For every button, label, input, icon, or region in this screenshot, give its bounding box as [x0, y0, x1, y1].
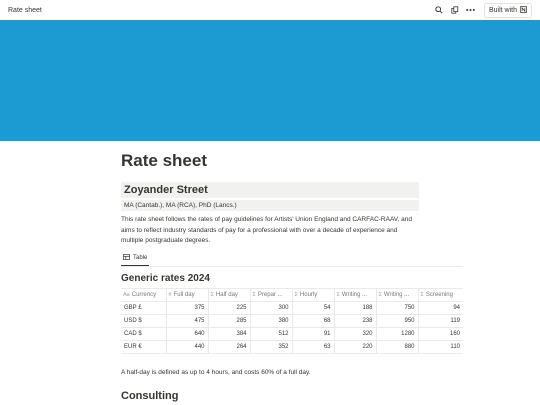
rate-cell[interactable]: 285 [208, 314, 250, 327]
cover-image [0, 20, 540, 141]
table-row[interactable] [121, 327, 463, 340]
notion-logo-icon [520, 6, 527, 15]
rate-cell[interactable]: 91 [292, 327, 334, 340]
table-row[interactable] [121, 301, 463, 314]
rate-cell[interactable]: 94 [418, 301, 463, 314]
rate-cell[interactable]: 225 [208, 301, 250, 314]
property-type-icon: Σ [252, 291, 256, 298]
rate-cell[interactable]: 68 [292, 314, 334, 327]
section-heading-consulting: Consulting [121, 389, 179, 402]
property-type-icon: Σ [210, 291, 214, 298]
duplicate-icon[interactable] [450, 5, 460, 15]
rate-cell[interactable]: 264 [208, 340, 250, 353]
rate-cell[interactable]: 119 [418, 314, 463, 327]
column-header-label: Hourly [299, 291, 318, 298]
tab-divider [121, 266, 463, 267]
topbar-actions [434, 3, 532, 18]
callout-degrees: MA (Cantab.), MA (RCA), PhD (Lancs.) [121, 200, 419, 211]
rate-cell[interactable]: 54 [292, 301, 334, 314]
more-options-icon[interactable] [466, 5, 476, 15]
column-header-label: Writing ... [383, 291, 410, 298]
table-header-row [121, 288, 463, 301]
column-header[interactable] [208, 288, 250, 301]
tab-label: Table [133, 254, 148, 261]
column-header-label: Currency [131, 291, 157, 298]
column-header[interactable] [292, 288, 334, 301]
tab-table-view[interactable] [121, 252, 149, 266]
column-header[interactable] [334, 288, 376, 301]
rate-cell[interactable]: 300 [250, 301, 292, 314]
rate-cell[interactable]: 320 [334, 327, 376, 340]
page-content [121, 141, 463, 402]
page-title: Rate sheet [121, 151, 207, 170]
rate-cell[interactable]: 220 [334, 340, 376, 353]
top-bar [0, 0, 540, 20]
property-type-icon: Σ [420, 291, 424, 298]
callout-block [121, 182, 419, 211]
rate-cell[interactable]: 640 [166, 327, 208, 340]
built-with-label: Built with [488, 6, 517, 14]
column-header[interactable] [166, 288, 208, 301]
property-type-icon: Σ [294, 291, 298, 298]
property-type-icon: Σ [378, 291, 382, 298]
rate-cell[interactable]: 375 [166, 301, 208, 314]
rate-cell[interactable]: 110 [418, 340, 463, 353]
column-header-label: Full day [173, 291, 195, 298]
rate-cell[interactable]: 440 [166, 340, 208, 353]
rate-cell[interactable]: 384 [208, 327, 250, 340]
rate-cell[interactable]: 380 [250, 314, 292, 327]
rates-table [121, 288, 463, 354]
rate-cell[interactable]: 63 [292, 340, 334, 353]
callout-name: Zoyander Street [121, 182, 419, 198]
intro-paragraph: This rate sheet follows the rates of pay guidelines for Artists' Union England and CARFAC-RAAV, and aims to reflect industry standards of pay for a professional with over a decade of experience and multiple postgraduate degrees. [121, 216, 413, 244]
column-header-label: Half day [215, 291, 238, 298]
currency-cell[interactable]: GBP £ [121, 301, 166, 314]
rate-cell[interactable]: 352 [250, 340, 292, 353]
rate-cell[interactable]: 512 [250, 327, 292, 340]
table-icon [123, 254, 130, 262]
column-header-label: Prepar ... [257, 291, 283, 298]
property-type-icon: Σ [336, 291, 340, 298]
currency-cell[interactable]: CAD $ [121, 327, 166, 340]
currency-cell[interactable]: EUR € [121, 340, 166, 353]
column-header[interactable] [250, 288, 292, 301]
page-breadcrumb[interactable]: Rate sheet [8, 6, 42, 14]
currency-cell[interactable]: USD $ [121, 314, 166, 327]
column-header-label: Screening [425, 291, 453, 298]
search-icon[interactable] [434, 5, 444, 15]
rate-cell[interactable]: 188 [334, 301, 376, 314]
column-header[interactable] [376, 288, 418, 301]
half-day-note: A half-day is defined as up to 4 hours, and costs 60% of a full day. [121, 368, 311, 376]
table-row[interactable] [121, 314, 463, 327]
rate-cell[interactable]: 160 [418, 327, 463, 340]
rate-cell[interactable]: 750 [376, 301, 418, 314]
column-header[interactable] [121, 288, 166, 301]
rate-cell[interactable]: 475 [166, 314, 208, 327]
column-header-label: Writing ... [341, 291, 368, 298]
property-type-icon: Aa [123, 291, 130, 298]
column-header[interactable] [418, 288, 463, 301]
rate-cell[interactable]: 950 [376, 314, 418, 327]
table-body [121, 301, 463, 353]
database-title[interactable]: Generic rates 2024 [121, 272, 210, 284]
rate-cell[interactable]: 1280 [376, 327, 418, 340]
rate-cell[interactable]: 880 [376, 340, 418, 353]
rate-cell[interactable]: 238 [334, 314, 376, 327]
table-row[interactable] [121, 340, 463, 353]
built-with-button[interactable] [484, 3, 532, 18]
property-type-icon: # [168, 291, 172, 298]
